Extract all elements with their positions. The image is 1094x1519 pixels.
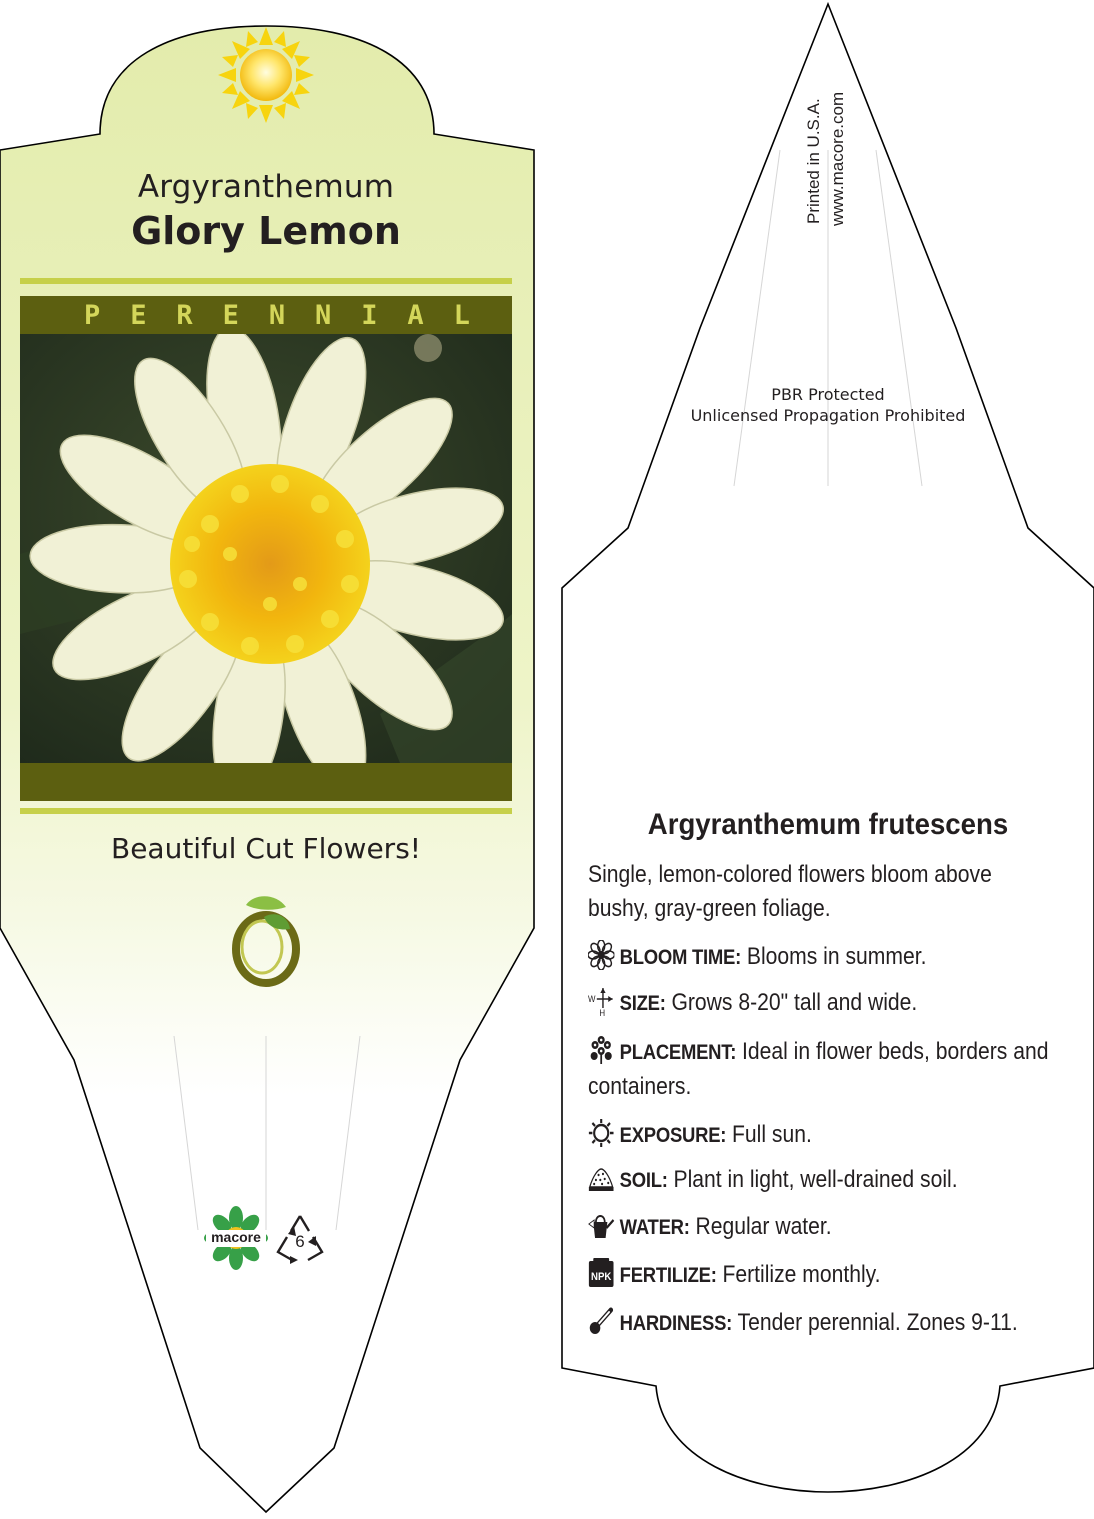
care-label: HARDINESS: — [619, 1312, 733, 1335]
type-letter: L — [453, 299, 470, 331]
care-text: Tender perennial. Zones 9-11. — [737, 1309, 1018, 1336]
pbr-line-2: Unlicensed Propagation Prohibited — [690, 406, 966, 425]
care-row-placement — [588, 1035, 1068, 1104]
care-label: BLOOM TIME: — [619, 946, 741, 969]
size-icon-h: H — [599, 1007, 606, 1016]
genus-name: Argyranthemum — [137, 169, 395, 205]
care-row-hardiness — [588, 1306, 1068, 1341]
size-icon — [588, 986, 614, 1016]
species-name: Argyranthemum frutescens — [647, 808, 1009, 841]
type-letter: N — [268, 299, 286, 331]
type-letter: P — [84, 299, 101, 331]
brand-wordmark: macore — [211, 1229, 261, 1245]
care-row-fertilize — [588, 1258, 1068, 1293]
care-text: Fertilize monthly. — [722, 1261, 881, 1288]
care-label: WATER: — [619, 1216, 690, 1239]
care-text: Grows 8-20" tall and wide. — [671, 989, 918, 1016]
care-text: Regular water. — [695, 1213, 832, 1240]
type-letter: E — [222, 299, 239, 331]
placement-icon — [588, 1035, 614, 1065]
npk-icon — [588, 1258, 614, 1288]
type-letter: N — [315, 299, 332, 331]
care-row-water — [588, 1210, 1068, 1245]
type-letter: I — [361, 299, 378, 331]
care-label: FERTILIZE: — [619, 1264, 717, 1287]
care-label: EXPOSURE: — [619, 1124, 727, 1147]
watering-can-icon — [588, 1210, 614, 1240]
size-icon-w: W — [588, 993, 596, 1005]
care-row-exposure — [588, 1118, 1068, 1153]
sun-icon — [218, 27, 314, 123]
cultivar-name: Glory Lemon — [131, 209, 401, 253]
recycle-code: 6 — [295, 1232, 305, 1251]
bloom-icon — [588, 940, 614, 970]
thermometer-icon — [588, 1306, 614, 1336]
care-row-soil — [588, 1163, 1068, 1198]
description: Single, lemon-colored flowers bloom above bushy, gray-green foliage. — [588, 861, 992, 922]
care-row-bloom — [588, 940, 1068, 975]
care-text: Blooms in summer. — [746, 943, 927, 970]
bottom-rule — [20, 808, 512, 814]
flower-photo — [20, 334, 512, 763]
plant-type-band — [20, 296, 512, 334]
website: www.macore.com — [828, 91, 847, 226]
type-letter: A — [407, 299, 424, 331]
care-label: PLACEMENT: — [619, 1041, 737, 1064]
care-text: Plant in light, well-drained soil. — [673, 1166, 958, 1193]
care-label: SIZE: — [619, 992, 666, 1015]
pbr-line-1: PBR Protected — [771, 385, 885, 404]
pbr-notice — [650, 384, 1006, 426]
type-letter: E — [130, 299, 147, 331]
top-rule — [20, 278, 512, 284]
care-text: Ideal in flower beds, borders and containers. — [588, 1038, 1049, 1100]
bottom-band — [20, 763, 512, 801]
printed-in: Printed in U.S.A. — [804, 98, 823, 224]
sun-icon — [588, 1118, 614, 1148]
care-row-size — [588, 986, 1068, 1021]
care-label: SOIL: — [619, 1169, 668, 1192]
care-text: Full sun. — [732, 1121, 812, 1148]
tagline: Beautiful Cut Flowers! — [110, 832, 422, 865]
type-letter: R — [176, 299, 193, 331]
front-title — [20, 168, 512, 254]
soil-icon — [588, 1163, 614, 1193]
npk-label: NPK — [590, 1271, 612, 1284]
